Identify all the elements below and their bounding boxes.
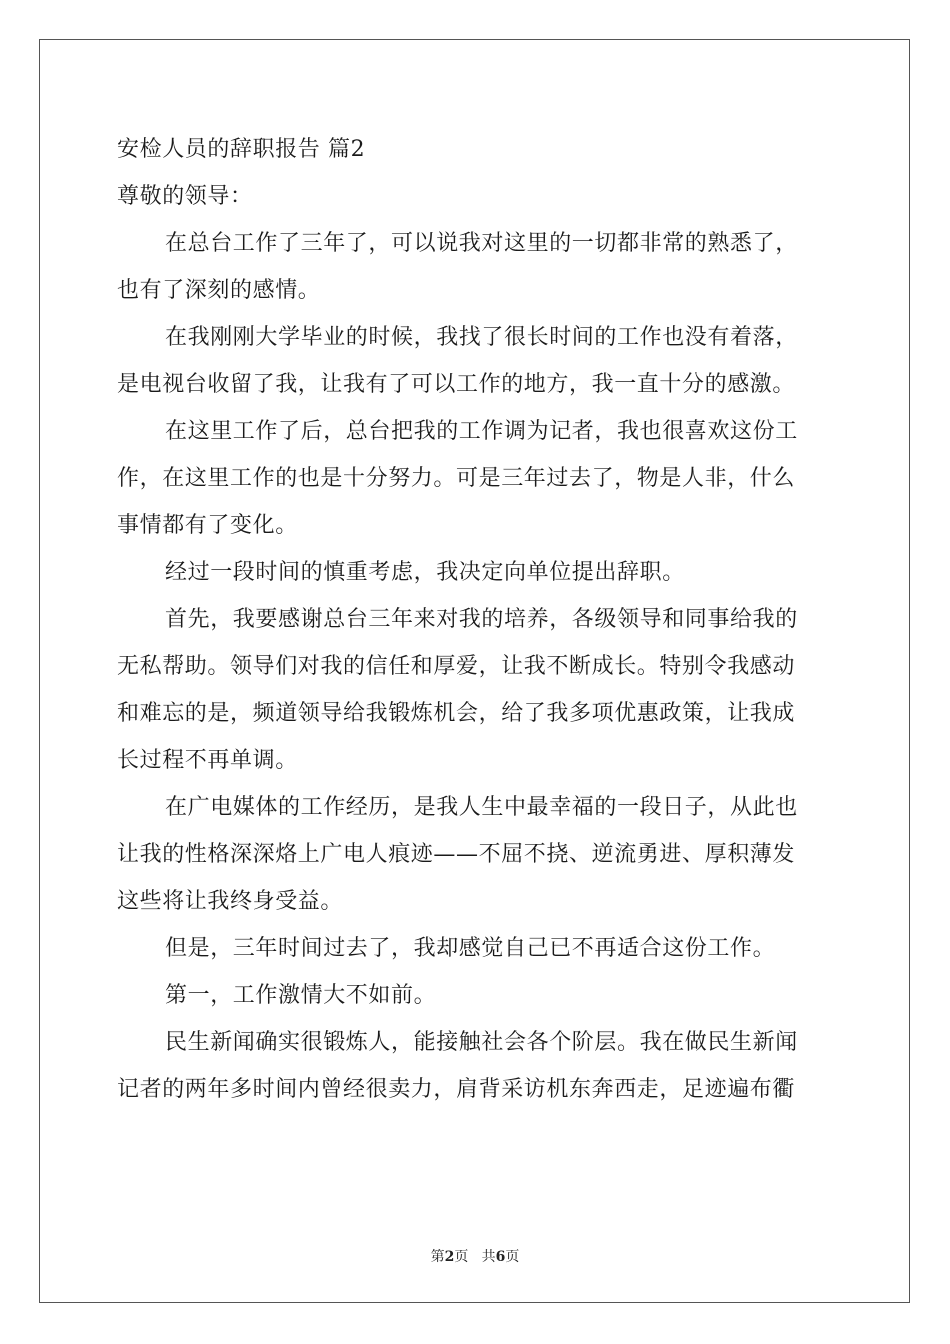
body-text bbox=[117, 220, 833, 1113]
total-suffix: 页 bbox=[505, 1249, 520, 1265]
document-body bbox=[117, 126, 833, 1113]
text-line: 第一，工作激情大不如前。 bbox=[165, 983, 437, 1008]
text-line: 民生新闻确实很锻炼人，能接触社会各个阶层。我在做民生新闻 bbox=[165, 1030, 798, 1055]
text-line: 让我的性格深深烙上广电人痕迹——不屈不挠、逆流勇进、厚积薄发 bbox=[117, 842, 796, 867]
text-line: 事情都有了变化。 bbox=[117, 513, 298, 538]
text-line: 这些将让我终身受益。 bbox=[117, 889, 344, 914]
page-footer bbox=[0, 1246, 950, 1266]
page-current: 2 bbox=[444, 1249, 455, 1265]
page-prefix: 第 bbox=[430, 1249, 445, 1265]
document-title: 安检人员的辞职报告 篇2 bbox=[117, 137, 366, 162]
text-line: 也有了深刻的感情。 bbox=[117, 278, 321, 303]
text-line: 在总台工作了三年了，可以说我对这里的一切都非常的熟悉了， bbox=[165, 231, 798, 256]
total-prefix: 共 bbox=[481, 1249, 496, 1265]
text-line: 首先，我要感谢总台三年来对我的培养，各级领导和同事给我的 bbox=[165, 607, 798, 632]
text-line: 无私帮助。领导们对我的信任和厚爱，让我不断成长。特别令我感动 bbox=[117, 654, 796, 679]
text-line: 但是，三年时间过去了，我却感觉自己已不再适合这份工作。 bbox=[165, 936, 776, 961]
text-line: 在这里工作了后，总台把我的工作调为记者，我也很喜欢这份工 bbox=[165, 419, 798, 444]
text-line: 长过程不再单调。 bbox=[117, 748, 298, 773]
page-suffix: 页 bbox=[454, 1249, 469, 1265]
text-line: 在广电媒体的工作经历，是我人生中最幸福的一段日子，从此也 bbox=[165, 795, 798, 820]
text-line: 是电视台收留了我，让我有了可以工作的地方，我一直十分的感激。 bbox=[117, 372, 796, 397]
text-line: 作，在这里工作的也是十分努力。可是三年过去了，物是人非，什么 bbox=[117, 466, 796, 491]
salutation: 尊敬的领导： bbox=[117, 184, 253, 209]
page-total: 6 bbox=[495, 1249, 506, 1265]
text-line: 记者的两年多时间内曾经很卖力，肩背采访机东奔西走，足迹遍布衢 bbox=[117, 1077, 796, 1102]
text-line: 经过一段时间的慎重考虑，我决定向单位提出辞职。 bbox=[165, 560, 685, 585]
text-line: 和难忘的是，频道领导给我锻炼机会，给了我多项优惠政策，让我成 bbox=[117, 701, 796, 726]
text-line: 在我刚刚大学毕业的时候，我找了很长时间的工作也没有着落， bbox=[165, 325, 798, 350]
